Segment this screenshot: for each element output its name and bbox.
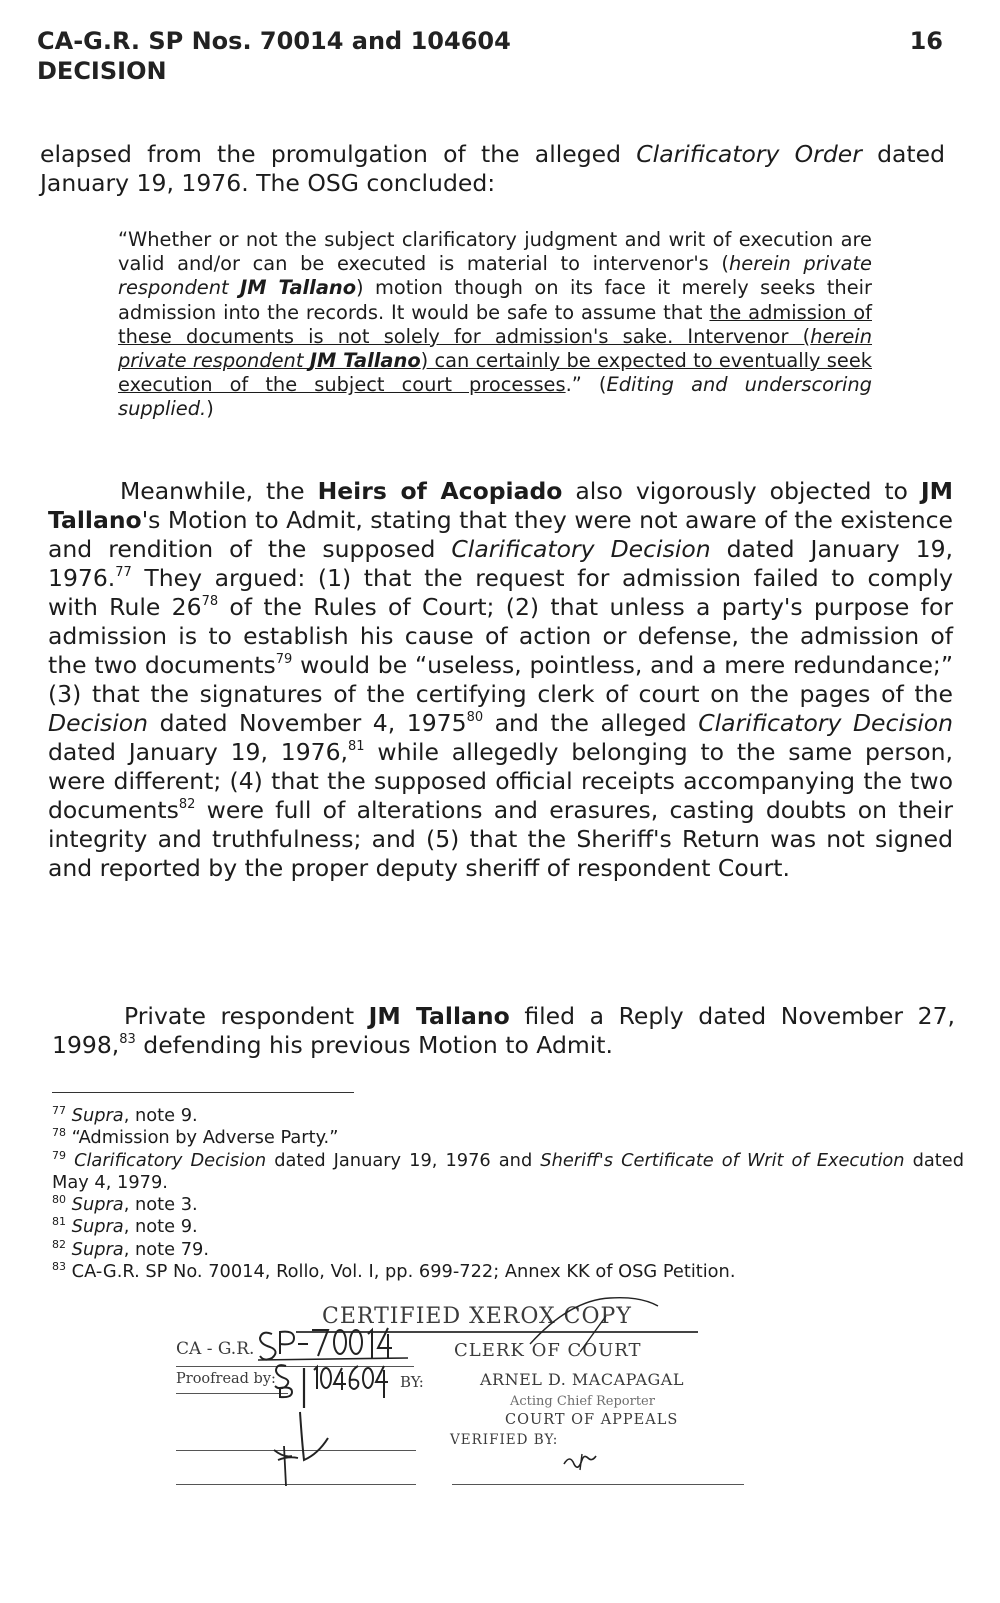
footnote-79: $^{79}$ Clarificatory Decision dated January 19, 1976 and Sheriff's Certificate of Writ of Execution dated May 4, 1979. <box>52 1148 964 1193</box>
stamp-proofread: Proofread by: <box>176 1371 276 1387</box>
paragraph-reply: Private respondent JM Tallano filed a Reply dated November 27, 1998,83 defending his previous Motion to Admit. <box>52 1002 956 1059</box>
handwritten-case-numbers <box>250 1320 420 1500</box>
footnote-82: $^{82}$ Supra, note 79. <box>52 1237 210 1260</box>
footnote-ref-81: 81 <box>348 739 365 754</box>
handwritten-initials <box>560 1448 600 1478</box>
stamp-clerk: CLERK OF COURT <box>454 1340 642 1361</box>
page-number: 16 <box>909 27 943 55</box>
document-type: DECISION <box>37 57 167 85</box>
footnote-ref-82: 82 <box>178 797 196 812</box>
stamp-verified: VERIFIED BY: <box>450 1432 559 1448</box>
paragraph-heirs-objection: Meanwhile, the Heirs of Acopiado also vigorously objected to JM Tallano's Motion to Admit, stating that they were not aware of the existence and rendition of the supposed Clarificatory Decision dated January 19, 1976.77 They argued: (1) that the request for admission failed to comply with Rule $26^{78}$ of the Rules of Court; (2) that unless a party's purpose for admission is to establish his cause of action or defense, the admission of the two documents$^{79}$ would be “useless, pointless, and a mere redundance;” (3) that the signatures of the certifying clerk of court on the pages of the Decision dated November 4, 1975$^{80}$ and the alleged Clarificatory Decision dated January 19, 1976,81 while allegedly belonging to the same person, were different; (4) that the supposed official receipts accompanying the two documents$^{82}$ were full of alterations and erasures, casting doubts on their integrity and truthfulness; and (5) that the Sheriff's Return was not signed and reported by the proper deputy sheriff of respondent Court. <box>48 477 954 882</box>
footnote-81: $^{81}$ Supra, note 9. <box>52 1215 198 1238</box>
footnote-separator <box>52 1092 354 1093</box>
footnote-77: $^{77}$ Supra, note 9. <box>52 1104 198 1126</box>
block-quote-osg: “Whether or not the subject clarificatory judgment and writ of execution are valid and/or can be executed is material to intervenor's (herein private respondent JM Tallano) motion though on its face it merely seeks their admission into the records. It would be safe to assume that the admission of these documents is not solely for admission's sake. Intervenor (herein private respondent JM Tallano) can certainly be expected to eventually seek execution of the subject court processes.” (Editing and underscoring supplied.) <box>118 228 873 421</box>
stamp-role: Acting Chief Reporter <box>510 1394 655 1409</box>
footnote-83: $^{83}$ CA-G.R. SP No. 70014, Rollo, Vol. I, pp. 699-722; Annex KK of OSG Petition. <box>52 1260 736 1283</box>
footnote-ref-79: 79 <box>275 652 293 667</box>
footnote-80: $^{80}$ Supra, note 3. <box>52 1193 198 1216</box>
stamp-name: ARNEL D. MACAPAGAL <box>480 1370 684 1389</box>
footnote-78: $^{78}$ “Admission by Adverse Party.” <box>52 1126 339 1149</box>
paragraph-osg-conclusion: elapsed from the promulgation of the alleged Clarificatory Order dated January 19, 1976. The OSG concluded: <box>40 140 945 197</box>
handwritten-strokes <box>520 1292 670 1362</box>
case-number: CA-G.R. SP Nos. 70014 and 104604 <box>37 27 511 55</box>
stamp-court: COURT OF APPEALS <box>505 1412 679 1428</box>
page-header <box>37 26 943 86</box>
footnote-ref-83: 83 <box>119 1032 136 1047</box>
stamp-by: BY: <box>400 1373 424 1391</box>
footnote-ref-80: 80 <box>466 710 484 725</box>
stamp-title: CERTIFIED XEROX COPY <box>322 1304 632 1329</box>
stamp-rule-verify <box>452 1484 744 1485</box>
stamp-case-label: CA - G.R. <box>176 1339 255 1359</box>
footnote-ref-78: 78 <box>201 594 219 609</box>
footnote-ref-77: 77 <box>115 565 132 580</box>
footnotes <box>52 1105 964 1283</box>
